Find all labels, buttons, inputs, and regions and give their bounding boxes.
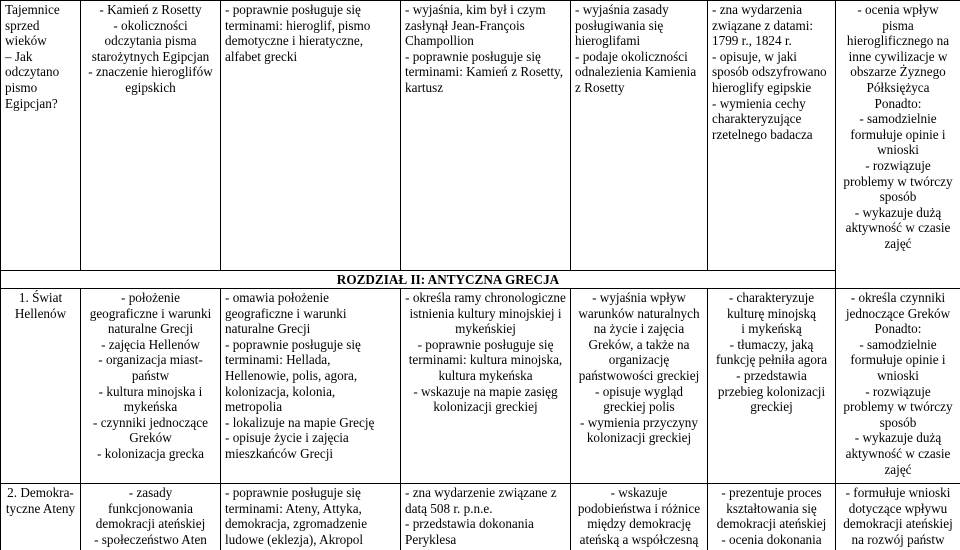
cell-text-line: - omawia położenie [225,290,329,305]
cell-text-line: - samodzielnie [859,336,937,352]
cell-text-line: rzetelnego badacza [712,126,813,142]
table-row [1,289,960,484]
cell-text-line: - poprawnie posługuje się [225,485,361,500]
cell-text-line: demokracji ateńskiej [716,516,827,532]
cell-text-line: 1799 r., 1824 r. [712,33,792,49]
cell-text-line: greckiej [750,399,793,415]
req-high-cell [708,289,836,484]
cell-text-line: warunków naturalnych [578,305,700,321]
cell-text-line: - przedstawia dokonania [405,516,534,532]
req-basic-cell [221,484,401,550]
cell-text-line: - okoliczności [113,17,188,33]
cell-text-line: dotyczące wpływu [848,500,948,516]
topic-cell [1,289,81,484]
cell-text-line: - wskazuje [610,485,668,500]
cell-text-line: na życie i zajęcia [593,321,685,337]
req-complete-cell [571,289,708,484]
cell-text-line: formułuje opinie i [850,352,946,368]
cell-text-line: - wykazuje dużą [854,430,942,446]
cell-text-line: - wyjaśnia zasady [575,2,669,17]
cell-text-line: na rozwój państw [851,531,945,547]
cell-text-line: problemy w twórczy [843,173,953,189]
cell-text-line: - przedstawia [736,367,807,383]
section-heading-cell [1,271,836,289]
req-extended-cell [401,484,571,550]
cell-text-line: i mykeńską [741,321,802,337]
cell-text-line: mieszkańców Grecji [225,445,334,461]
cell-text-line: posługiwania się [575,17,664,33]
cell-text-line: - kolonizacja grecka [97,445,204,461]
cell-text-line: - prezentuje proces [721,485,822,500]
cell-text-line: demotyczne i hieratyczne, [225,33,364,49]
cell-text-line: - poprawnie posługuje się [405,48,541,64]
content-cell [81,484,221,550]
cell-text-line: terminami: Ateny, Attyka, [225,500,362,516]
cell-text-line: sprzed [5,17,40,33]
cell-text-line: hieroglifami [575,33,641,49]
cell-text-line: - ocenia wpływ [857,2,939,17]
cell-text-line: geograficzne i warunki [225,305,347,321]
cell-text-line: wnioski [877,142,919,158]
cell-text-line: aktywność w czasie [845,220,951,236]
cell-text-line: - społeczeństwo Aten [94,531,207,547]
req-complete-cell [571,484,708,550]
req-complete-cell [571,1,708,271]
cell-text-line: - podaje okoliczności [575,48,688,64]
cell-text-line: demokracji ateńskiej [843,516,953,532]
req-excellent-cell [836,289,960,484]
content-cell [81,1,221,271]
cell-text-line: - lokalizuje na mapie Grecję [225,414,375,430]
cell-text-line: odnalezienia Kamienia [575,64,697,80]
cell-text-line: Półksiężyca [866,79,930,95]
cell-text-line: demokracja, zgromadzenie [225,516,368,532]
req-excellent-cell [836,484,960,550]
cell-text-line: wieków [5,33,47,49]
cell-text-line: zasłynął Jean-François [405,17,525,33]
cell-text-line: - poprawnie posługuje się [225,2,361,17]
section-heading: ROZDZIAŁ II: ANTYCZNA GRECJA [336,272,560,287]
cell-text-line: podobieństwa i różnice [577,500,701,516]
cell-text-line: problemy w twórczy [843,399,953,415]
cell-text-line: odczytania pisma [104,33,197,49]
cell-text-line: - rozwiązuje [865,383,931,399]
cell-text-line: mykeńskiej [455,321,516,337]
topic-cell [1,1,81,271]
cell-text-line: sposób [879,414,917,430]
cell-text-line: związane z datami: [712,17,814,33]
cell-text-line: Tajemnice [5,2,60,17]
cell-text-line: przebieg kolonizacji [717,383,826,399]
cell-text-line: - określa ramy chronologiczne [405,290,566,305]
cell-text-line: zajęć [884,461,912,477]
cell-text-line: metropolia [225,399,283,415]
cell-text-line: Hellenowie, polis, agora, [225,367,358,383]
cell-text-line: terminami: hieroglif, pismo [225,17,371,33]
cell-text-line: zajęć [884,235,912,251]
cell-text-line: - zajęcia Hellenów [101,336,200,352]
cell-text-line: terminami: Hellada, [225,352,331,368]
cell-text-line: charakteryzujące [712,111,802,127]
cell-text-line: - opisuje, w jaki [712,48,797,64]
cell-text-line: naturalne Grecji [107,321,194,337]
cell-text-line: Hellenów [14,305,67,321]
cell-text-line: hieroglificznego na [846,33,950,49]
req-excellent-cell [836,1,960,289]
cell-text-line: - poprawnie posługuje się [225,336,361,352]
cell-text-line: geograficzne i warunki [89,305,212,321]
cell-text-line: - opisuje życie i zajęcia [225,430,349,446]
req-extended-cell [401,289,571,484]
cell-text-line: kolonizacji greckiej [586,430,692,446]
cell-text-line: sposób odszyfrowano [712,64,827,80]
cell-text-line: państw [131,367,170,383]
cell-text-line: starożytnych Egipcjan [91,48,210,64]
cell-text-line: organizację [608,352,670,368]
cell-text-line: - wyjaśnia wpływ [592,290,686,305]
cell-text-line: - samodzielnie [859,111,937,127]
topic-cell [1,484,81,550]
cell-text-line: funkcjonowania [108,500,193,516]
cell-text-line: - organizacja miast- [98,352,203,368]
cell-text-line: pisma [882,17,914,33]
cell-text-line: - wykazuje dużą [854,204,942,220]
table-row [1,484,960,550]
cell-text-line: wnioski [877,367,919,383]
req-extended-cell [401,1,571,271]
cell-text-line: - formułuje wnioski [845,485,951,500]
cell-text-line: formułuje opinie i [850,126,946,142]
cell-text-line: odczytano [5,64,60,80]
cell-text-line: - ocenia dokonania [721,531,822,547]
cell-text-line: - tłumaczy, jaką [729,336,814,352]
cell-text-line: jednoczące Greków [845,305,951,321]
cell-text-line: - rozwiązuje [865,157,931,173]
cell-text-line: obszarze Żyznego [850,64,946,80]
cell-text-line: alfabet grecki [225,48,298,64]
cell-text-line: - opisuje wygląd [595,383,683,399]
cell-text-line: tyczne Ateny [5,500,76,516]
cell-text-line: aktywność w czasie [845,445,951,461]
cell-text-line: funkcję pełniła agora [715,352,828,368]
content-cell [81,289,221,484]
req-high-cell [708,484,836,550]
cell-text-line: hieroglify egipskie [712,79,812,95]
cell-text-line: kultura mykeńska [438,367,533,383]
cell-text-line: mykeńska [123,399,178,415]
cell-text-line: Ponadto: [874,321,922,337]
req-basic-cell [221,1,401,271]
cell-text-line: demokracji ateńskiej [95,516,206,532]
cell-text-line: datą 508 r. p.n.e. [405,500,493,516]
cell-text-line: Champollion [405,33,474,49]
cell-text-line: kształtowania się [726,500,817,516]
cell-text-line: - wskazuje na mapie zasięg [413,383,558,399]
cell-text-line: kolonizacja, kolonia, [225,383,336,399]
cell-text-line: - kultura minojska i [98,383,203,399]
cell-text-line: - czynniki jednoczące [93,414,208,430]
cell-text-line: terminami: kultura minojska, [408,352,563,368]
cell-text-line: ateńską a współczesną [579,531,699,547]
cell-text-line: - położenie [121,290,180,305]
cell-text-line: – Jak [5,48,33,64]
cell-text-line: - wymienia cechy [712,95,806,111]
cell-text-line: - zasady [128,485,173,500]
cell-text-line: 2. Demokra- [7,485,74,500]
cell-text-line: sposób [879,189,917,205]
table-row [1,1,960,271]
cell-text-line: egipskich [125,79,176,95]
cell-text-line: ludowe (eklezja), Akropol [225,531,364,547]
req-basic-cell [221,289,401,484]
cell-text-line: - poprawnie posługuje się [417,336,554,352]
cell-text-line: z Rosetty [575,79,625,95]
req-high-cell [708,1,836,271]
cell-text-line: istnienia kultury minojskiej i [409,305,562,321]
cell-text-line: - zna wydarzenia [712,2,803,17]
cell-text-line: kulturę minojską [726,305,816,321]
cell-text-line: greckiej polis [603,399,675,415]
cell-text-line: - określa czynniki [850,290,946,305]
cell-text-line: - zna wydarzenie związane z [405,485,557,500]
cell-text-line: Greków, a także na [588,336,690,352]
cell-text-line: - Kamień z Rosetty [99,2,202,17]
cell-text-line: kartusz [405,79,444,95]
cell-text-line: kolonizacji greckiej [433,399,538,415]
cell-text-line: między demokrację [587,516,691,532]
cell-text-line: Ponadto: [874,95,922,111]
cell-text-line: pismo [5,79,38,95]
cell-text-line: państwowości greckiej [578,367,700,383]
cell-text-line: - wyjaśnia, kim był i czym [405,2,546,17]
cell-text-line: inne cywilizacje w [848,48,948,64]
cell-text-line: - wymienia przyczyny [580,414,698,430]
cell-text-line: Egipcjan? [5,95,58,111]
cell-text-line: - znaczenie hieroglifów [88,64,213,80]
cell-text-line: naturalne Grecji [225,321,311,337]
cell-text-line: Greków [129,430,172,446]
cell-text-line: Peryklesa [405,531,457,547]
section-heading-row [1,271,960,289]
cell-text-line: - charakteryzuje [728,290,815,305]
cell-text-line: terminami: Kamień z Rosetty, [405,64,564,80]
cell-text-line: 1. Świat [18,290,63,305]
